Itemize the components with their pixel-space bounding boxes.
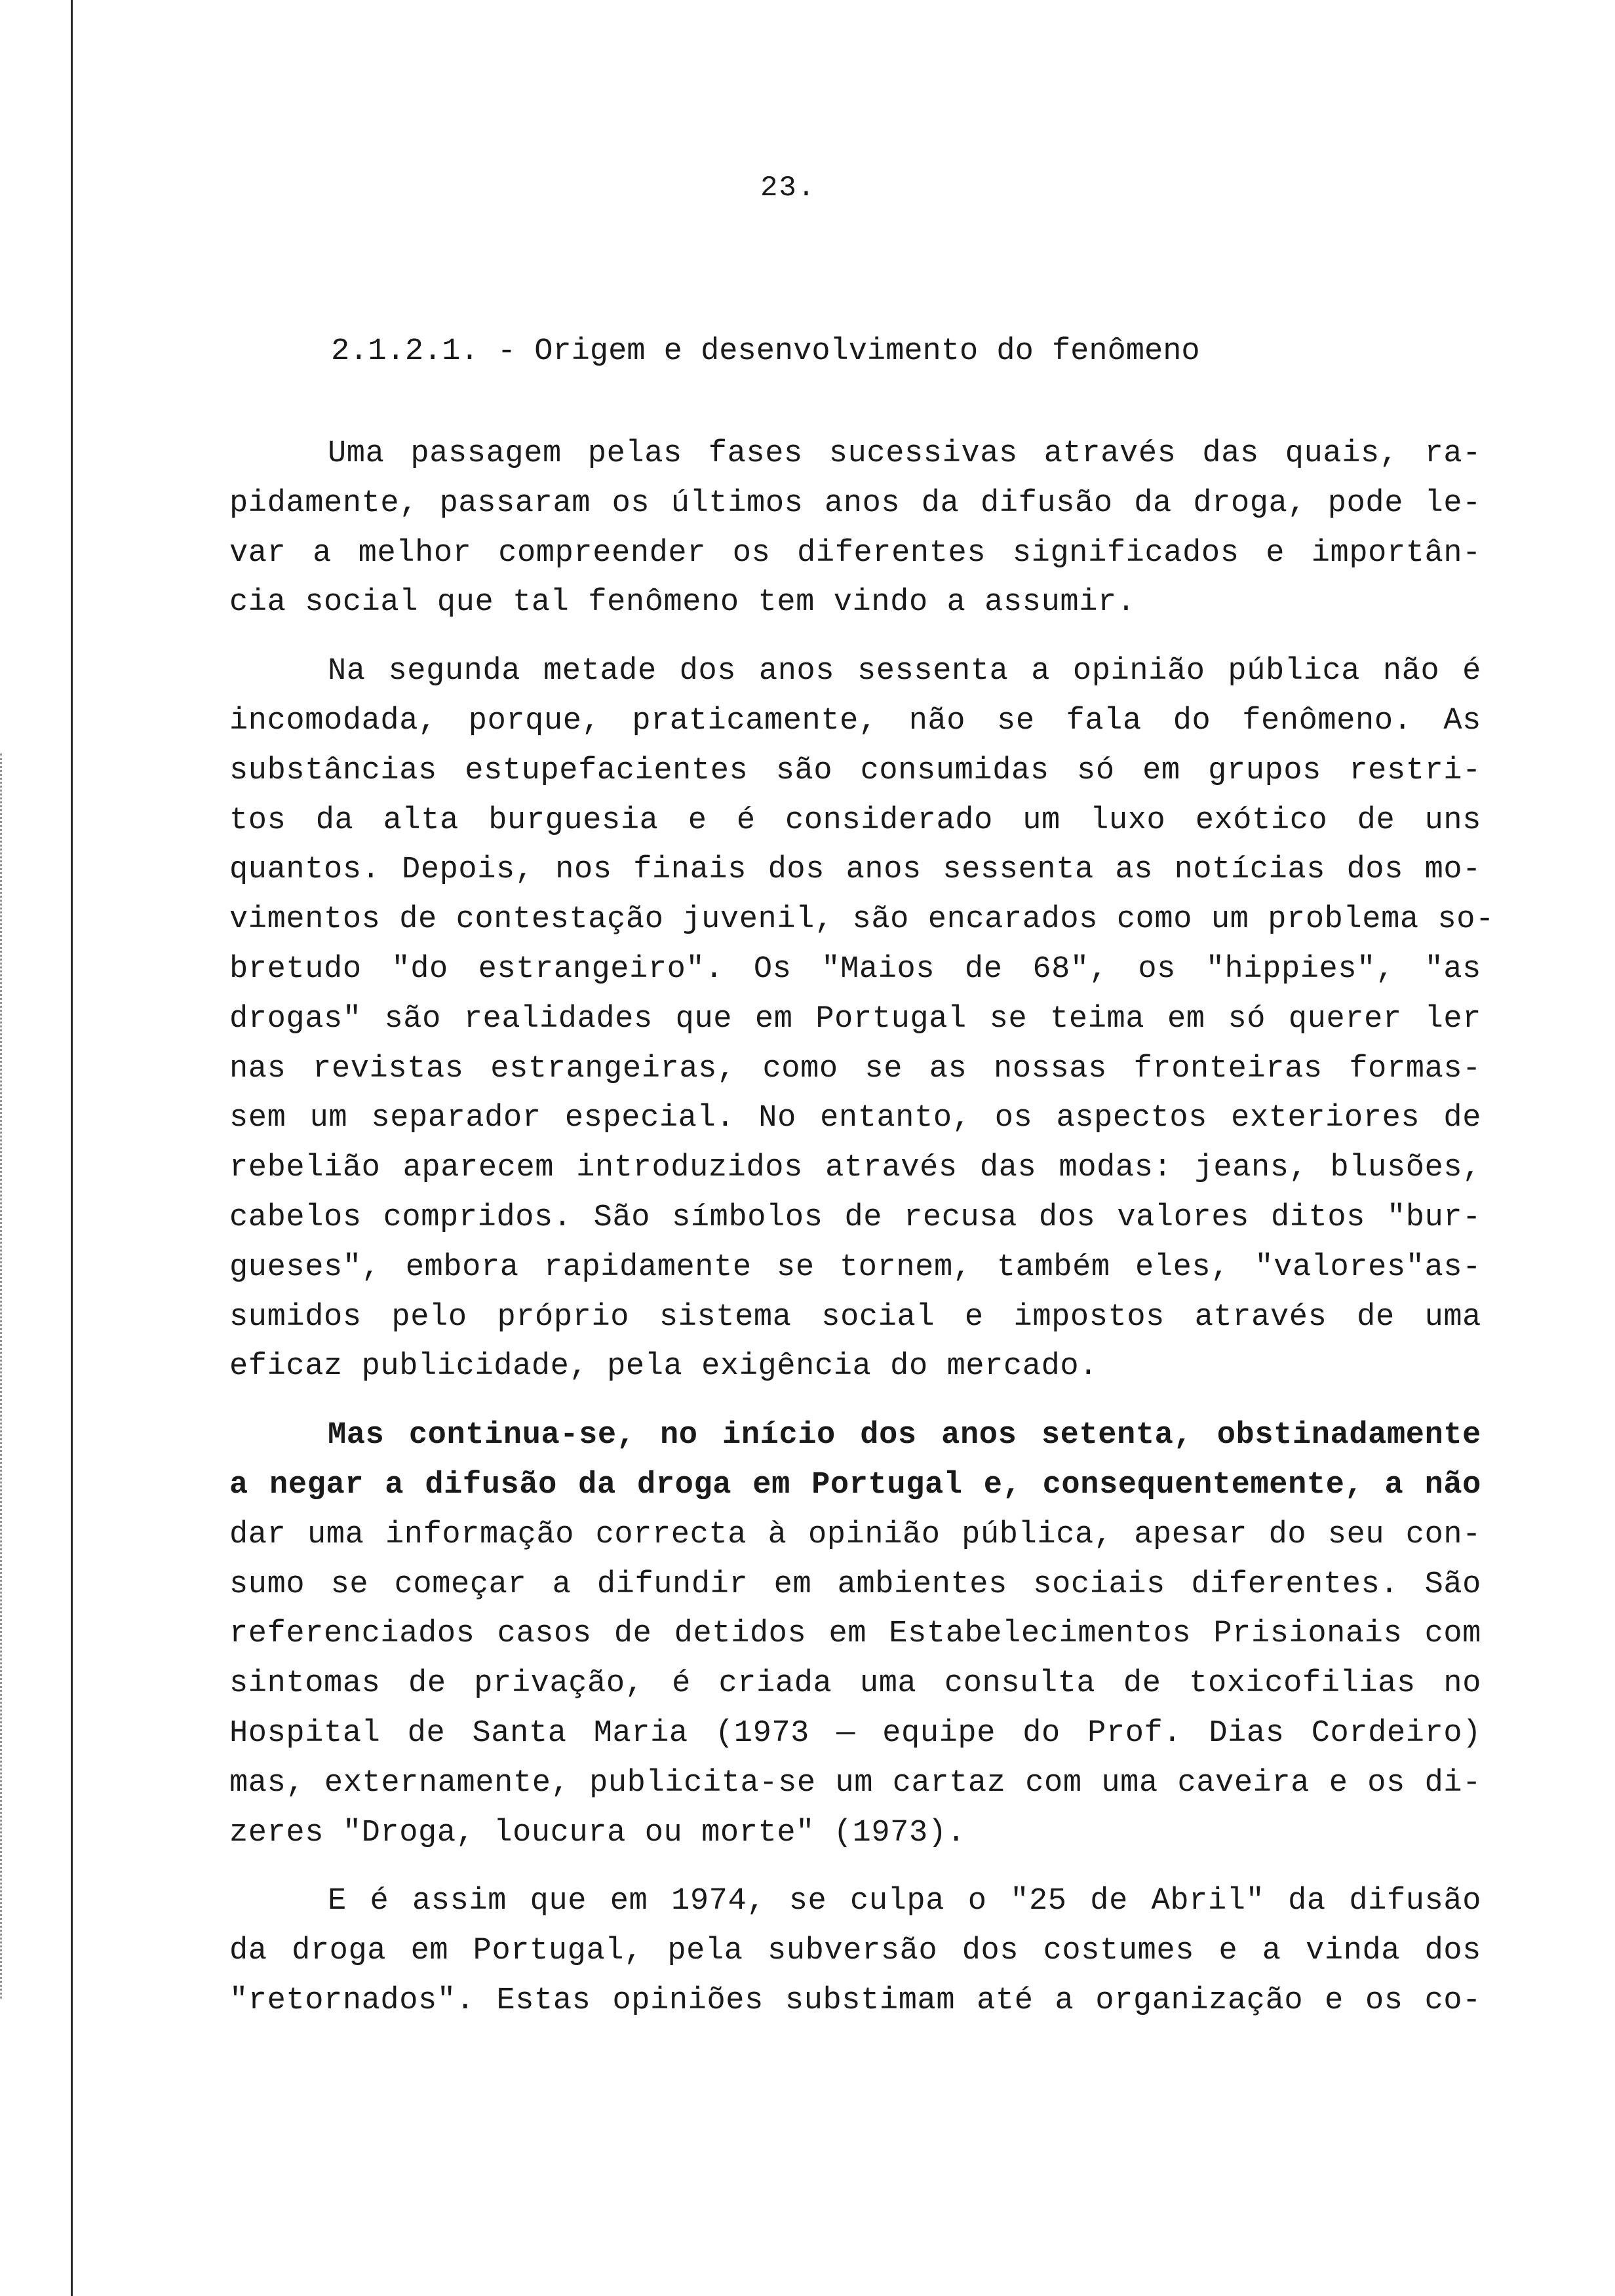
text-line: var a melhor compreender os diferentes significados e importân- [229, 535, 1481, 571]
text-line: pidamente, passaram os últimos anos da difusão da droga, pode le- [229, 486, 1481, 521]
text-line: Uma passagem pelas fases sucessivas através das quais, ra- [328, 436, 1481, 471]
text-line: rebelião aparecem introduzidos através das modas: jeans, blusões, [229, 1151, 1481, 1186]
text-line: bretudo "do estrangeiro". Os "Maios de 68", os "hippies", "as [229, 951, 1481, 987]
paragraph-3 [229, 1411, 1481, 1858]
text-line: da droga em Portugal, pela subversão dos costumes e a vinda dos [229, 1934, 1481, 1969]
text-line: sumidos pelo próprio sistema social e impostos através de uma [229, 1299, 1481, 1335]
text-line: sintomas de privação, é criada uma consulta de toxicofilias no [229, 1666, 1481, 1702]
body-text [229, 429, 1494, 2045]
text-line: E é assim que em 1974, se culpa o "25 de Abril" da difusão [328, 1884, 1481, 1919]
binding-rule [71, 0, 73, 2296]
text-line: "retornados". Estas opiniões substimam até a organização e os co- [229, 1983, 1481, 2018]
text-line: cia social que tal fenômeno tem vindo a assumir. [229, 585, 1136, 621]
text-line: incomodada, porque, praticamente, não se fala do fenômeno. As [229, 703, 1481, 738]
text-line: sem um separador especial. No entanto, os aspectos exteriores de [229, 1101, 1481, 1136]
text-line: sumo se começar a difundir em ambientes sociais diferentes. São [229, 1567, 1481, 1602]
text-line: drogas" são realidades que em Portugal se teima em só querer ler [229, 1001, 1481, 1037]
text-line: a negar a difusão da droga em Portugal e, consequentemente, a não [229, 1467, 1481, 1502]
section-heading: 2.1.2.1. - Origem e desenvolvimento do fenômeno [331, 334, 1200, 369]
text-line: dar uma informação correcta à opinião pública, apesar do seu con- [229, 1517, 1481, 1552]
text-line: tos da alta burguesia e é considerado um luxo exótico de uns [229, 803, 1481, 838]
text-line: referenciados casos de detidos em Estabelecimentos Prisionais com [229, 1617, 1481, 1652]
paragraph-4 [229, 1877, 1481, 2025]
text-line: nas revistas estrangeiras, como se as nossas fronteiras formas- [229, 1051, 1481, 1086]
paragraph-1 [229, 429, 1481, 628]
text-line: quantos. Depois, nos finais dos anos sessenta as notícias dos mo- [229, 852, 1481, 888]
paragraph-2 [229, 647, 1494, 1392]
text-line: Mas continua-se, no início dos anos setenta, obstinadamente [328, 1418, 1481, 1453]
text-line: substâncias estupefacientes são consumidas só em grupos restri- [229, 753, 1481, 788]
binding-marks [0, 754, 22, 1999]
text-line: Hospital de Santa Maria (1973 — equipe do Prof. Dias Cordeiro) [229, 1715, 1481, 1751]
text-line: Na segunda metade dos anos sessenta a opinião pública não é [328, 654, 1481, 689]
text-line: mas, externamente, publicita-se um cartaz com uma caveira e os di- [229, 1765, 1481, 1801]
page-number: 23. [760, 172, 817, 204]
text-line: vimentos de contestação juvenil, são encarados como um problema so- [229, 902, 1494, 938]
text-line: cabelos compridos. São símbolos de recusa dos valores ditos "bur- [229, 1200, 1481, 1235]
text-line: gueses", embora rapidamente se tornem, também eles, "valores"as- [229, 1250, 1481, 1285]
text-line: zeres "Droga, loucura ou morte" (1973). [229, 1815, 966, 1850]
text-line: eficaz publicidade, pela exigência do mercado. [229, 1349, 1099, 1385]
